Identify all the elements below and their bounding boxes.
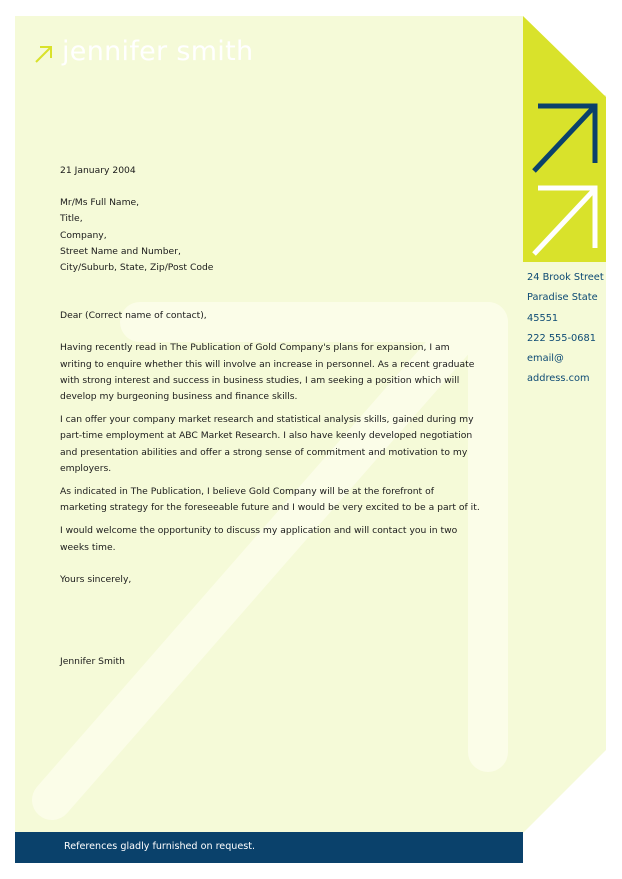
body-paragraph: As indicated in The Publication, I believe Gold Company will be at the forefront of marketing strategy for the foreseeable future and I would be very excited to be a part of it. [60, 486, 480, 514]
footer-text: References gladly furnished on request. [64, 841, 256, 852]
body-paragraph: I would welcome the opportunity to discuss my application and will contact you in two weeks time. [60, 525, 458, 553]
contact-email-line2: address.com [527, 373, 590, 385]
recipient-line: City/Suburb, State, Zip/Post Code [60, 262, 214, 274]
letter-body [60, 163, 480, 670]
salutation: Dear (Correct name of contact), [60, 310, 207, 322]
recipient-line: Mr/Ms Full Name, [60, 197, 140, 209]
header-name: jennifer smith [62, 36, 254, 67]
footer-bar [15, 832, 523, 863]
body-paragraph: Having recently read in The Publication of Gold Company's plans for expansion, I am writing to enquire whether this will involve an increase in personnel. As a recent graduate with strong interest and success in business studies, I am seeking a position which will develop my burgeoning business and finance skills. [60, 342, 475, 403]
recipient-line: Title, [60, 213, 83, 225]
body-paragraph: I can offer your company market research and statistical analysis skills, gained during my part-time employment at ABC Market Research. I also have keenly developed negotiation and presentation abilities and offer a strong sense of commitment and motivation to my employers. [60, 414, 474, 474]
contact-street: 24 Brook Street [527, 272, 604, 283]
recipient-line: Company, [60, 229, 107, 241]
contact-details [527, 268, 617, 390]
contact-email-line1: email@ [527, 353, 564, 365]
signature-name: Jennifer Smith [60, 656, 125, 668]
closing: Yours sincerely, [60, 573, 132, 585]
contact-phone: 222 555-0681 [527, 332, 596, 344]
letter-date: 21 January 2004 [60, 165, 136, 176]
contact-city: Paradise State [527, 292, 598, 304]
recipient-line: Street Name and Number, [60, 245, 181, 257]
recipient-address [60, 195, 480, 276]
contact-zip: 45551 [527, 312, 559, 324]
header-arrow-icon [34, 44, 54, 64]
